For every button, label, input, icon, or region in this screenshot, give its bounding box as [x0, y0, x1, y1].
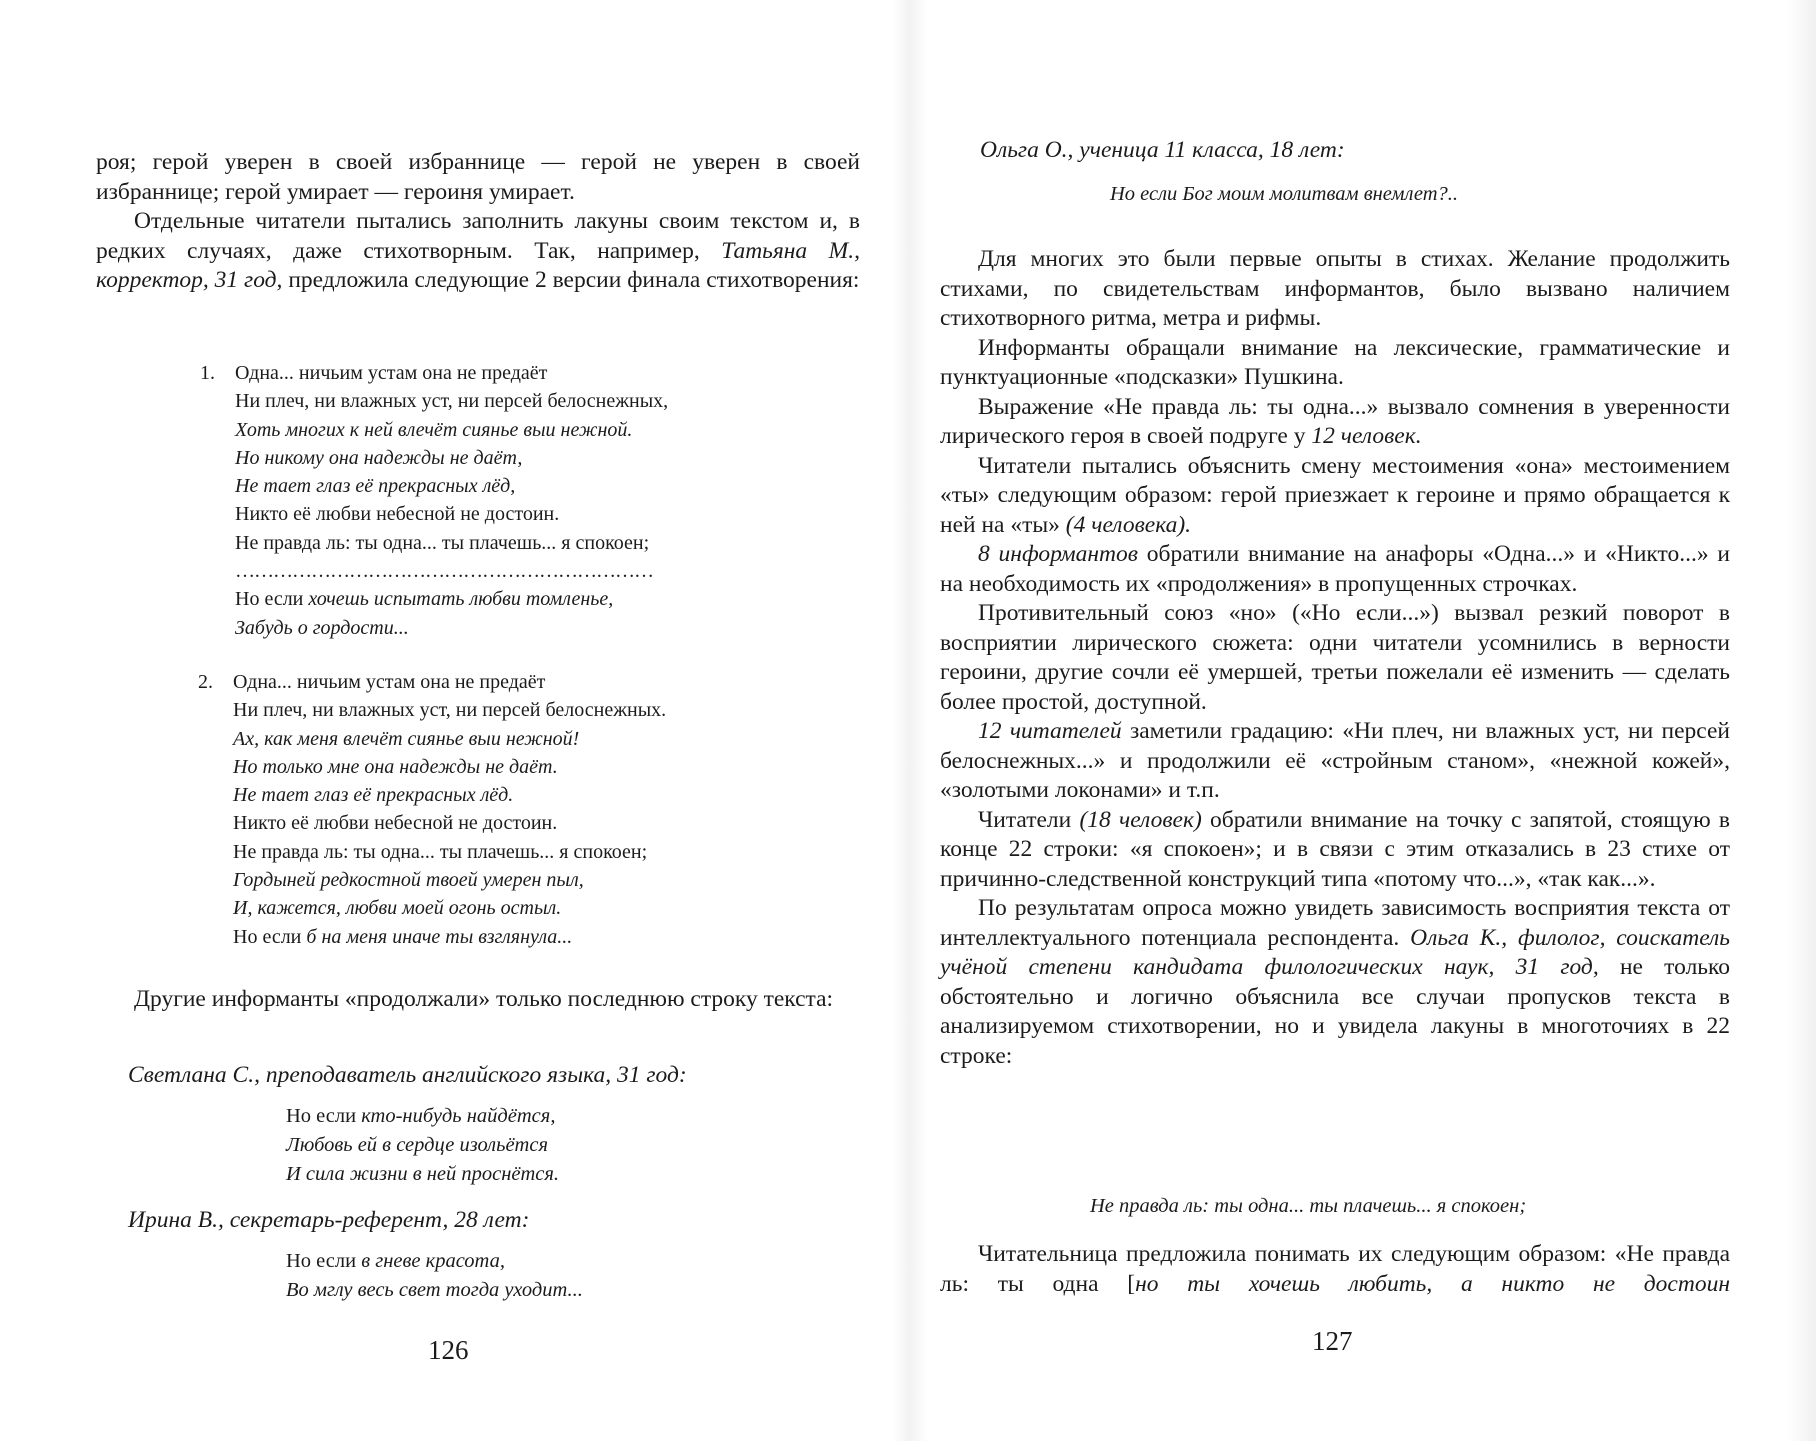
paragraph-tatyana: Отдельные читатели пытались заполнить лакуны своим текстом и, в редких случаях, даже стихотворным. Так, например, Татьяна М., корректор, 31 год, предложила следующие 2 версии финала стихотворения:	[96, 208, 860, 293]
paragraph-reader-proposal: Читательница предложила понимать их следующим образом: «Не правда ль: ты одна [но ты хочешь любить, а никто не достоин	[940, 1241, 1730, 1297]
paragraph-gradation: 12 читателей заметили градацию: «Ни плеч, ни влажных уст, ни персей белоснежных...» и продолжили её «стройным станом», «нежной кожей», «золотыми локонами» и т.п.	[940, 718, 1730, 803]
intro-line-1: роя; герой уверен в своей избраннице — герой не уверен в своей	[96, 149, 860, 175]
version-2-number: 2.	[198, 671, 213, 693]
page-edge-shadow	[1786, 0, 1816, 1441]
verse-olga-o: Но если Бог моим молитвам внемлет?..	[1110, 183, 1459, 205]
intro-line-2: избраннице; герой умирает — героиня умирает.	[96, 178, 575, 205]
verse-irina: Но если в гневе красота, Во мглу весь свет тогда уходит...	[286, 1250, 583, 1301]
paragraph-first-attempts: Для многих это были первые опыты в стихах. Желание продолжить стихами, по свидетельствам информантов, было вызвано наличием стихотворного ритма, метра и рифмы.	[940, 246, 1730, 331]
poem-version-2: 2. Одна... ничьим устам она не предаёт Ни плеч, ни влажных уст, ни персей белоснежных. Ах, как меня влечёт сиянье выи нежной! Но только мне она надежды не даёт. Не тает глаз её прекрасных лёд. Никто её любви небесной не достоин. Не правда ль: ты одна... ты плачешь... я спокоен; Гордыней редкостной твоей умерен пыл, И, кажется, любви моей огонь остыл. Но если б на меня иначе ты взглянула...	[198, 668, 860, 951]
attribution-irina: Ирина В., секретарь-референт, 28 лет:	[128, 1207, 530, 1233]
paragraph-hints: Информанты обращали внимание на лексические, грамматические и пунктуационные «подсказки» Пушкина.	[940, 334, 1730, 390]
paragraph-other-informants: Другие информанты «продолжали» только последнюю строку текста:	[134, 986, 834, 1012]
paragraph-pronoun: Читатели пытались объяснить смену местоимения «она» местоимением «ты» следующим образом: герой приезжает к героине и прямо обращается к ней на «ты» (4 человека).	[940, 452, 1730, 538]
informant-tatyana: Татьяна М., корректор, 31 год,	[96, 237, 860, 293]
verse-svetlana: Но если кто-нибудь найдётся, Любовь ей в сердце изольётся И сила жизни в ней проснётся.	[286, 1105, 560, 1185]
left-page-intro	[96, 148, 860, 296]
page-number-right: 127	[1312, 1326, 1353, 1356]
paragraph-semicolon: Читатели (18 человек) обратили внимание на точку с запятой, стоящую в конце 22 строки: «я спокоен»; и в связи с этим отказались в 23 стихе от причинно-следственной конструкций типа «потому что...», «так как...».	[940, 806, 1730, 892]
right-page	[940, 0, 1730, 1441]
attribution-svetlana: Светлана С., преподаватель английского языка, 31 год:	[128, 1062, 687, 1088]
quote-line-22: Не правда ль: ты одна... ты плачешь... я спокоен;	[1090, 1195, 1527, 1217]
book-gutter	[892, 0, 928, 1441]
page-number-left: 126	[428, 1335, 469, 1365]
version-1-number: 1.	[200, 362, 215, 384]
poem-version-1: 1. Одна... ничьим устам она не предаёт Ни плеч, ни влажных уст, ни персей белоснежных, Хоть многих к ней влечёт сиянье выи нежной. Но никому она надежды не даёт, Не тает глаз её прекрасных лёд, Никто её любви небесной не достоин. Не правда ль: ты одна... ты плачешь... я спокоен; ………………………………………………………… Но если хочешь испытать любви томленье, Забудь о гордости...	[200, 359, 860, 642]
paragraph-conjunction: Противительный союз «но» («Но если...») вызвал резкий поворот в восприятии лирического сюжета: одни читатели усомнились в верности героини, другие сочли её умершей, третьи пожелали её изменить — сделать более простой, доступной.	[940, 600, 1730, 715]
paragraph-expression: Выражение «Не правда ль: ты одна...» вызвало сомнения в уверенности лирического героя в своей подруге у 12 человек.	[940, 393, 1730, 449]
attribution-olga-o: Ольга О., ученица 11 класса, 18 лет:	[980, 137, 1345, 163]
left-page	[96, 0, 860, 1441]
paragraph-anaphora: 8 информантов обратили внимание на анафоры «Одна...» и «Никто...» и на необходимость их «продолжения» в пропущенных строчках.	[940, 541, 1730, 597]
paragraph-results: По результатам опроса можно увидеть зависимость восприятия текста от интеллектуального потенциала респондента. Ольга К., филолог, соискатель учёной степени кандидата филологических наук, 31 год, не только обстоятельно и логично объяснила все случаи пропусков текста в анализируемом стихотворении, но и увидела лакуны в многоточиях в 22 строке:	[940, 895, 1730, 1069]
right-page-body	[940, 245, 1730, 1071]
